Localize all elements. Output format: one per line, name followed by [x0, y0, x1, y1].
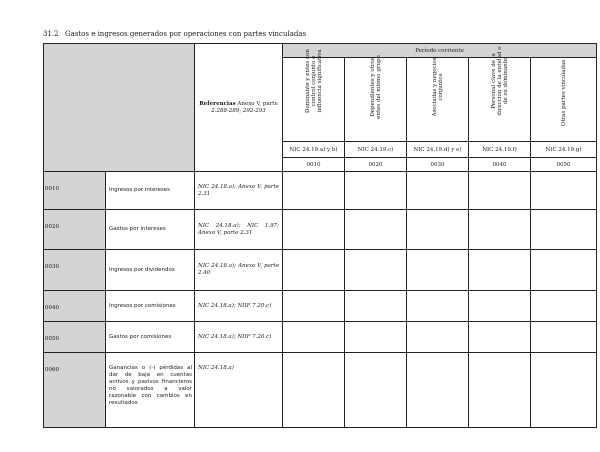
column-ref: NIC 24.19.c) [345, 142, 407, 158]
data-cell[interactable] [531, 291, 597, 322]
data-cell[interactable] [531, 172, 597, 210]
column-code: 0020 [345, 158, 407, 172]
row-code: 0010 [44, 172, 106, 210]
row-code: 0050 [44, 322, 106, 353]
section-number: 31.2 [43, 30, 59, 38]
table-row [44, 322, 597, 353]
data-cell[interactable] [469, 210, 531, 250]
data-cell[interactable] [283, 322, 345, 353]
column-code: 0030 [407, 158, 469, 172]
data-cell[interactable] [345, 172, 407, 210]
data-cell[interactable] [531, 210, 597, 250]
table-row [44, 172, 597, 210]
column-ref: NIC 24.19.d) y e) [407, 142, 469, 158]
data-cell[interactable] [345, 210, 407, 250]
row-label: Ingresos por comisiones [106, 291, 195, 322]
row-label: Gastos por comisiones [106, 322, 195, 353]
references-header: Referencias Anexo V, parte 2.288-289, 292-293 [195, 44, 283, 172]
data-cell[interactable] [469, 250, 531, 291]
row-label: Ingresos por dividendos [106, 250, 195, 291]
table-row [44, 210, 597, 250]
row-reference: NIC 24.18.a); NIC 1.97; Anexo V, parte 2.31 [195, 210, 283, 250]
data-cell[interactable] [531, 250, 597, 291]
column-code: 0040 [469, 158, 531, 172]
data-cell[interactable] [407, 353, 469, 428]
data-cell[interactable] [407, 322, 469, 353]
column-ref: NIC 24.19.g) [531, 142, 597, 158]
data-cell[interactable] [531, 353, 597, 428]
data-cell[interactable] [345, 250, 407, 291]
row-reference: NIC 24.18.a); Anexo V, parte 2.31 [195, 172, 283, 210]
row-code: 0020 [44, 210, 106, 250]
data-cell[interactable] [407, 291, 469, 322]
row-code: 0060 [44, 353, 106, 428]
data-cell[interactable] [345, 322, 407, 353]
column-ref: NIC 24.19.a) y b) [283, 142, 345, 158]
data-cell[interactable] [283, 250, 345, 291]
data-cell[interactable] [469, 353, 531, 428]
column-header-0020: Dependientes y otros entes del mismo grupo [345, 58, 407, 142]
data-cell[interactable] [469, 291, 531, 322]
data-cell[interactable] [407, 250, 469, 291]
section-title: Gastos e ingresos generados por operaciones con partes vinculadas [65, 30, 307, 38]
row-code: 0040 [44, 291, 106, 322]
data-cell[interactable] [531, 322, 597, 353]
data-cell[interactable] [283, 172, 345, 210]
column-header-0010: Dominante y entes con control conjunto o influencia significativa [283, 58, 345, 142]
data-cell[interactable] [345, 353, 407, 428]
data-cell[interactable] [345, 291, 407, 322]
data-cell[interactable] [283, 353, 345, 428]
data-cell[interactable] [407, 172, 469, 210]
column-code: 0010 [283, 158, 345, 172]
row-label: Ganancias o (-) pérdidas al dar de baja en cuentas activos y pasivos financieros no valorados a valor razonable con cambios en resultados [106, 353, 195, 428]
row-code: 0030 [44, 250, 106, 291]
column-header-0040: Personal clave de la dirección de la entidad o de su dominante [469, 58, 531, 142]
column-code: 0050 [531, 158, 597, 172]
table-row [44, 291, 597, 322]
data-cell[interactable] [407, 210, 469, 250]
row-label: Gastos por intereses [106, 210, 195, 250]
period-header: Período corriente [283, 44, 597, 58]
column-header-0030: Asociadas y negocios conjuntos [407, 58, 469, 142]
table-row [44, 250, 597, 291]
row-reference: NIC 24.18.a) [195, 353, 283, 428]
row-label: Ingresos por intereses [106, 172, 195, 210]
related-party-table [43, 43, 597, 428]
column-ref: NIC 24.19.f) [469, 142, 531, 158]
data-cell[interactable] [283, 210, 345, 250]
blank-corner [44, 44, 195, 172]
data-cell[interactable] [283, 291, 345, 322]
data-cell[interactable] [469, 322, 531, 353]
row-reference: NIC 24.18.a); NIIF 7.20.c) [195, 291, 283, 322]
column-header-0050: Otras partes vinculadas [531, 58, 597, 142]
row-reference: NIC 24.18.a); NIIF 7.20.c) [195, 322, 283, 353]
section-heading [43, 30, 306, 38]
table-row [44, 353, 597, 428]
data-cell[interactable] [469, 172, 531, 210]
row-reference: NIC 24.18.a); Anexo V, parte 2.40 [195, 250, 283, 291]
